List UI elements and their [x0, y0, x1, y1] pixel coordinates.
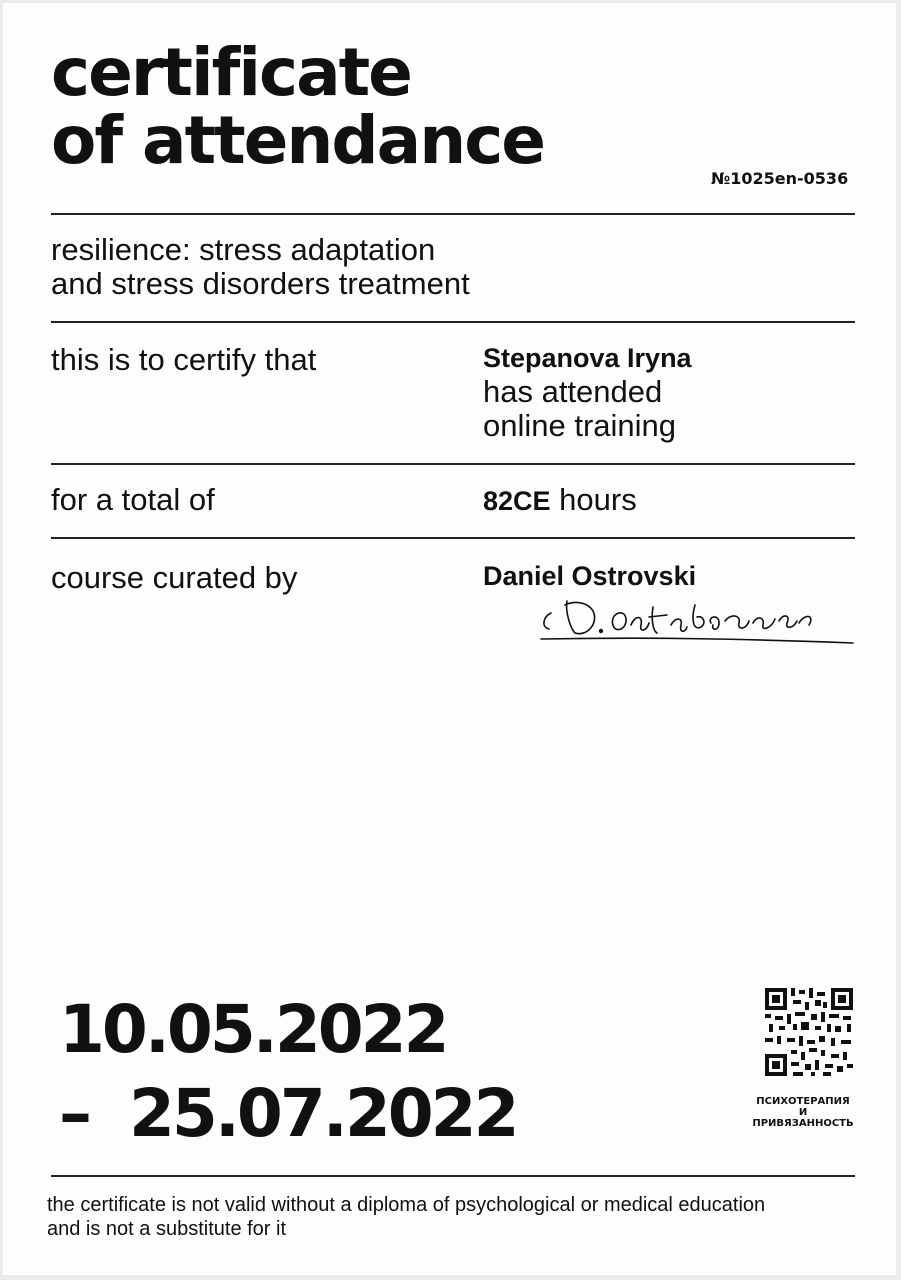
- brand-logo-text: [733, 1096, 873, 1129]
- ce-hours-unit: hours: [559, 482, 637, 517]
- divider: [51, 463, 855, 465]
- certify-label: this is to certify that: [51, 342, 317, 377]
- start-date: 10.05.2022: [59, 991, 447, 1068]
- title-line-2: of attendance: [51, 102, 545, 179]
- end-date: 25.07.2022: [129, 1075, 517, 1152]
- certify-block: [483, 341, 692, 443]
- disclaimer-line-2: and is not a substitute for it: [47, 1218, 287, 1240]
- attended-line-2: online training: [483, 408, 677, 443]
- disclaimer-line-1: the certificate is not valid without a diploma of psychological or medical education: [47, 1194, 766, 1216]
- qr-code-icon: [765, 988, 853, 1076]
- validity-disclaimer: [47, 1193, 897, 1241]
- attendee-name: Stepanova Iryna: [483, 343, 692, 373]
- course-title: [51, 233, 470, 301]
- brand-line-3: ПРИВЯЗАННОСТЬ: [752, 1118, 854, 1129]
- divider: [51, 537, 855, 539]
- course-dates: [59, 988, 517, 1156]
- end-date-line: [59, 1072, 517, 1156]
- divider: [51, 213, 855, 215]
- ce-hours-value: 82CE: [483, 486, 551, 516]
- divider: [51, 1175, 855, 1177]
- title-line-1: certificate: [51, 34, 411, 111]
- curator-label: course curated by: [51, 560, 298, 595]
- course-title-line-1: resilience: stress adaptation: [51, 232, 436, 267]
- brand-line-2: И: [798, 1107, 808, 1118]
- curator-signature: [535, 593, 855, 645]
- date-dash: –: [59, 1075, 89, 1152]
- attended-line-1: has attended: [483, 374, 663, 409]
- curator-name: Daniel Ostrovski: [483, 561, 697, 591]
- total-label: for a total of: [51, 482, 215, 517]
- total-value: [483, 483, 637, 518]
- certificate-number: №1025en-0536: [711, 169, 849, 188]
- certificate-page: [3, 3, 896, 1275]
- course-title-line-2: and stress disorders treatment: [51, 266, 470, 301]
- divider: [51, 321, 855, 323]
- certificate-title: [51, 34, 545, 179]
- brand-line-1: ПСИХОТЕРАПИЯ: [756, 1096, 850, 1107]
